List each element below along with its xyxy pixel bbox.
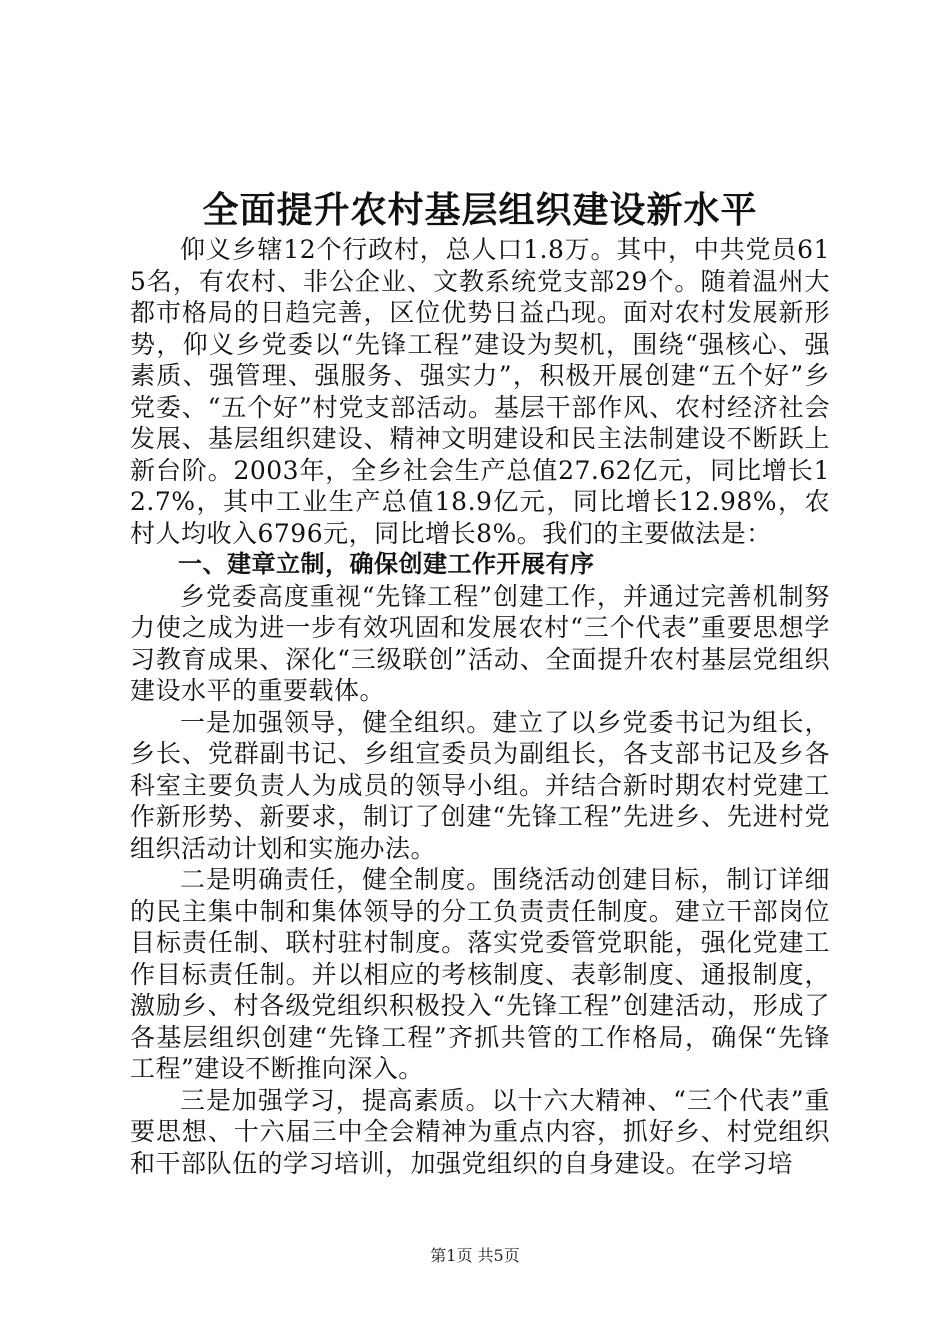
paragraph-point-1: 一是加强领导，健全组织。建立了以乡党委书记为组长，乡长、党群副书记、乡组宣委员为副组长，各支部书记及乡各科室主要负责人为成员的领导小组。并结合新时期农村党建工作新形势、新要求，制订了创建“先锋工程”先进乡、先进村党组织活动计划和实施办法。 xyxy=(130,707,830,863)
paragraph-intro: 仰义乡辖12个行政村，总人口1.8万。其中，中共党员615名，有农村、非公企业、文教系统党支部29个。随着温州大都市格局的日趋完善，区位优势日益凸现。面对农村发展新形势，仰义乡党委以“先锋工程”建设为契机，围绕“强核心、强素质、强管理、强服务、强实力”，积极开展创建“五个好”乡党委、“五个好”村党支部活动。基层干部作风、农村经济社会发展、基层组织建设、精神文明建设和民主法制建设不断跃上新台阶。2003年，全乡社会生产总值27.62亿元，同比增长12.7%，其中工业生产总值18.9亿元，同比增长12.98%，农村人均收入6796元，同比增长8%。我们的主要做法是： xyxy=(130,235,830,548)
paragraph-point-3: 三是加强学习，提高素质。以十六大精神、“三个代表”重要思想、十六届三中全会精神为重点内容，抓好乡、村党组织和干部队伍的学习培训，加强党组织的自身建设。在学习培 xyxy=(130,1085,830,1178)
document-body xyxy=(130,234,830,1179)
paragraph-section-intro: 乡党委高度重视“先锋工程”创建工作，并通过完善机制努力使之成为进一步有效巩固和发展农村“三个代表”重要思想学习教育成果、深化“三级联创”活动、全面提升农村基层党组织建设水平的重要载体。 xyxy=(130,581,830,705)
page-footer: 第1页 共5页 xyxy=(430,1246,520,1265)
paragraph-point-2: 二是明确责任，健全制度。围绕活动创建目标，制订详细的民主集中制和集体领导的分工负责责任制度。建立干部岗位目标责任制、联村驻村制度。落实党委管党职能，强化党建工作目标责任制。并以相应的考核制度、表彰制度、通报制度，激励乡、村各级党组织积极投入“先锋工程”创建活动，形成了各基层组织创建“先锋工程”齐抓共管的工作格局，确保“先锋工程”建设不断推向深入。 xyxy=(130,865,830,1083)
section-heading-1: 一、建章立制，确保创建工作开展有序 xyxy=(178,550,595,578)
document-title: 全面提升农村基层组织建设新水平 xyxy=(202,189,758,231)
